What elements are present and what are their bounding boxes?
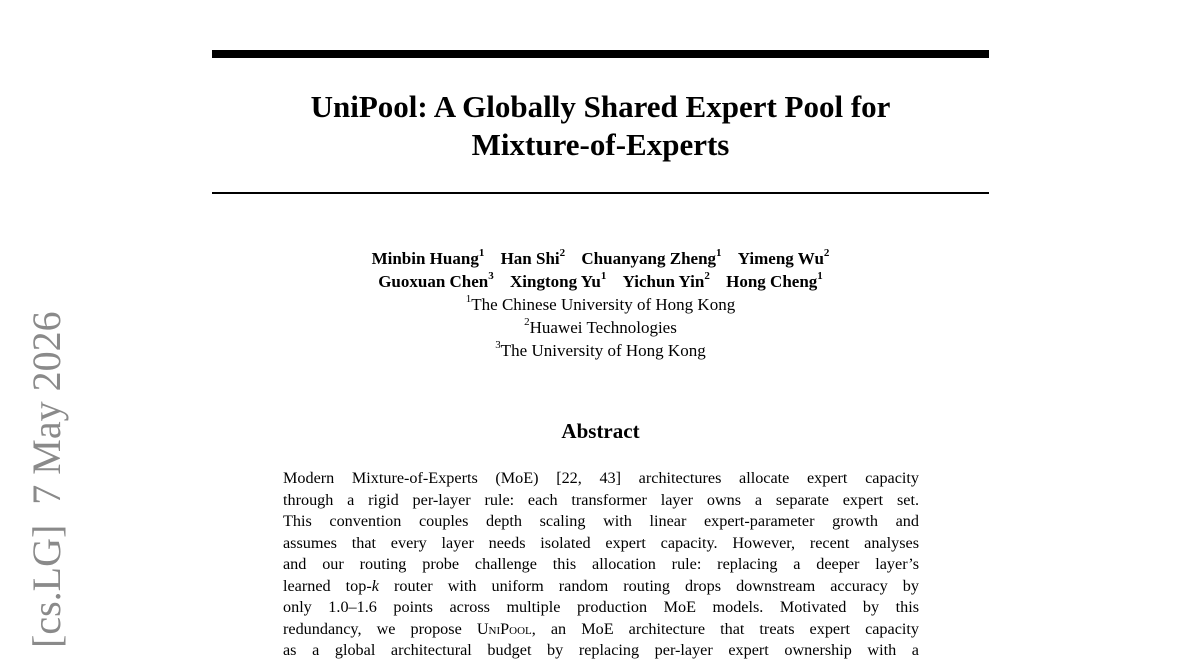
author	[581, 249, 721, 268]
affiliation-mark: 3	[495, 339, 501, 352]
author	[726, 272, 823, 291]
author	[378, 272, 494, 291]
author-name: Guoxuan Chen	[378, 272, 489, 291]
abstract-math-k: k	[371, 576, 379, 595]
author-name: Yimeng Wu	[737, 249, 824, 268]
author	[501, 249, 566, 268]
author-name: Hong Cheng	[726, 272, 818, 291]
author-affiliation-mark: 1	[478, 247, 485, 260]
author-affiliation-mark: 1	[817, 270, 823, 283]
affiliation-name: The Chinese University of Hong Kong	[471, 295, 736, 314]
author-name: Minbin Huang	[371, 249, 479, 268]
arxiv-date: 7 May 2026	[24, 311, 69, 505]
title-top-rule	[212, 50, 989, 58]
affiliation	[212, 339, 989, 362]
affiliation	[212, 293, 989, 316]
author-row-1	[212, 247, 989, 270]
abstract-heading: Abstract	[561, 419, 640, 443]
paper-title	[212, 88, 989, 164]
abstract-line	[283, 619, 919, 641]
author-affiliation-mark: 2	[704, 270, 710, 283]
abstract-line: only 1.0–1.6 points across multiple production MoE models. Motivated by this	[283, 598, 919, 616]
author	[623, 272, 710, 291]
abstract-line: through a rigid per-layer rule: each transformer layer owns a separate expert set.	[283, 490, 919, 509]
author-affiliation-mark: 1	[716, 247, 722, 260]
abstract-line: assumes that every layer needs isolated expert capacity. However, recent analyses	[283, 533, 919, 552]
author-name: Chuanyang Zheng	[581, 249, 717, 268]
abstract-line: Modern Mixture-of-Experts (MoE) [22, 43] architectures allocate expert capacity	[283, 469, 919, 487]
affiliation-name: Huawei Technologies	[529, 318, 677, 337]
affiliation	[212, 316, 989, 339]
author	[738, 249, 830, 268]
abstract-line	[283, 576, 919, 598]
author-affiliation-mark: 2	[823, 247, 830, 260]
affiliation-mark: 2	[524, 316, 530, 329]
abstract-line: and our routing probe challenge this allocation rule: replacing a deeper layer’s	[283, 555, 919, 573]
author-name: Yichun Yin	[622, 272, 705, 291]
author-affiliation-mark: 3	[488, 270, 494, 283]
affiliation-name: The University of Hong Kong	[500, 341, 706, 360]
method-name: UniPool	[476, 619, 532, 638]
author-name: Han Shi	[500, 249, 560, 268]
abstract-text: redundancy, we propose	[283, 619, 477, 638]
author	[510, 272, 606, 291]
abstract-text: learned top-	[283, 576, 372, 595]
arxiv-side-stamp	[25, 311, 69, 648]
arxiv-category: [cs.LG]	[24, 524, 69, 648]
title-bottom-rule	[212, 192, 989, 194]
author-row-2	[212, 270, 989, 293]
author	[372, 249, 485, 268]
author-affiliation-mark: 2	[559, 247, 566, 260]
author-affiliation-mark: 1	[600, 270, 607, 283]
abstract-text: router with uniform random routing drops downstream accuracy by	[378, 576, 919, 595]
abstract-line: as a global architectural budget by replacing per-layer expert ownership with a	[283, 641, 919, 659]
abstract-body	[283, 468, 919, 662]
paper-title-line-1: UniPool: A Globally Shared Expert Pool for	[310, 89, 891, 124]
paper-title-line-2: Mixture-of-Experts	[471, 127, 730, 162]
abstract-line: This convention couples depth scaling with linear expert-parameter growth and	[283, 512, 919, 530]
affiliation-mark: 1	[465, 293, 472, 306]
abstract-text: , an MoE architecture that treats expert capacity	[531, 619, 919, 638]
author-block	[212, 247, 989, 362]
author-name: Xingtong Yu	[510, 272, 601, 291]
